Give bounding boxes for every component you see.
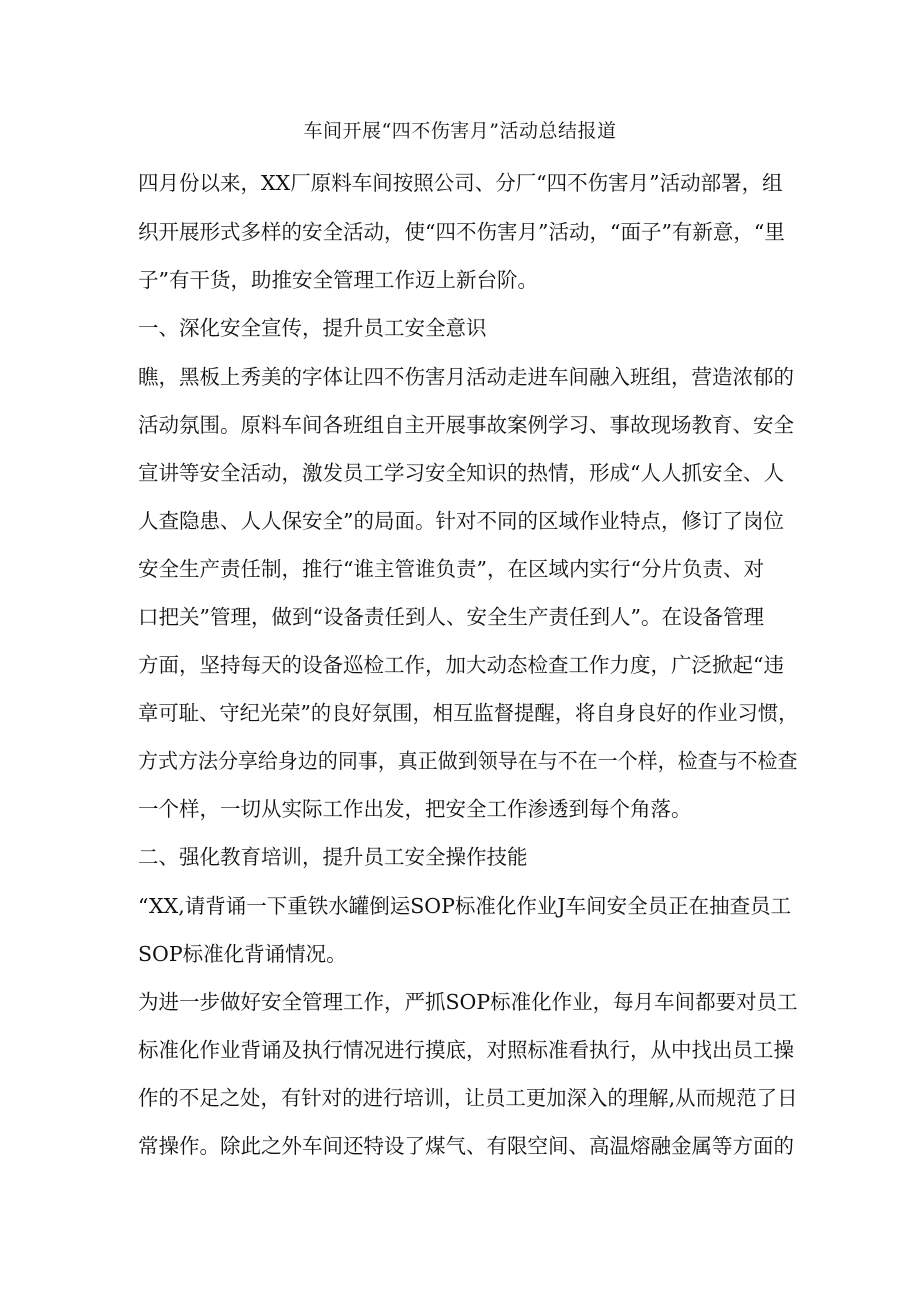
paragraph-line: 为进一步做好安全管理工作，严抓SOP标准化作业，每月车间都要对员工 — [138, 990, 798, 1014]
paragraph-line: “XX,请背诵一下重铁水罐倒运SOP标准化作业J车间安全员正在抽查员工 — [138, 894, 792, 918]
paragraph-line: 章可耻、守纪光荣”的良好氛围，相互监督提醒，将自身良好的作业习惯， — [138, 701, 799, 725]
paragraph-line: 人查隐患、人人保安全”的局面。针对不同的区域作业特点，修订了岗位 — [138, 509, 784, 533]
paragraph-line: 常操作。除此之外车间还特设了煤气、有限空间、高温熔融金属等方面的 — [138, 1134, 794, 1158]
paragraph-line: 一个样，一切从实际工作出发，把安全工作渗透到每个角落。 — [138, 797, 692, 821]
paragraph-line: 四月份以来，XX厂原料车间按照公司、分厂“四不伤害月”活动部署，组 — [138, 171, 783, 195]
paragraph-line: 活动氛围。原料车间各班组自主开展事故案例学习、事故现场教育、安全 — [138, 413, 794, 437]
paragraph-line: 子”有干货，助推安全管理工作迈上新台阶。 — [138, 268, 538, 292]
paragraph-line: 方式方法分享给身边的同事，真正做到领导在与不在一个样，检查与不检查 — [138, 749, 798, 773]
paragraph-line: 宣讲等安全活动，激发员工学习安全知识的热情，形成“人人抓安全、人 — [138, 461, 784, 485]
paragraph-line: 瞧，黑板上秀美的字体让四不伤害月活动走进车间融入班组，营造浓郁的 — [138, 365, 794, 389]
paragraph-line: 方面，坚持每天的设备巡检工作，加大动态检查工作力度，广泛掀起“违 — [138, 653, 784, 677]
paragraph-line: SOP标准化背诵情况。 — [138, 942, 347, 966]
section-heading: 一、深化安全宣传，提升员工安全意识 — [138, 316, 487, 340]
paragraph-line: 作的不足之处，有针对的进行培训，让员工更加深入的理解,从而规范了日 — [138, 1086, 798, 1110]
section-heading: 二、强化教育培训，提升员工安全操作技能 — [138, 845, 528, 869]
paragraph-line: 口把关”管理，做到“设备责任到人、安全生产责任到人”。在设备管理 — [138, 605, 764, 629]
paragraph-line: 织开展形式多样的安全活动，使“四不伤害月”活动，“面子”有新意，“里 — [138, 220, 785, 244]
document-title: 车间开展“四不伤害月”活动总结报道 — [303, 120, 617, 142]
paragraph-line: 安全生产责任制，推行“谁主管谁负责”，在区域内实行“分片负责、对 — [138, 557, 764, 581]
paragraph-line: 标准化作业背诵及执行情况进行摸底，对照标准看执行，从中找出员工操 — [138, 1038, 794, 1062]
